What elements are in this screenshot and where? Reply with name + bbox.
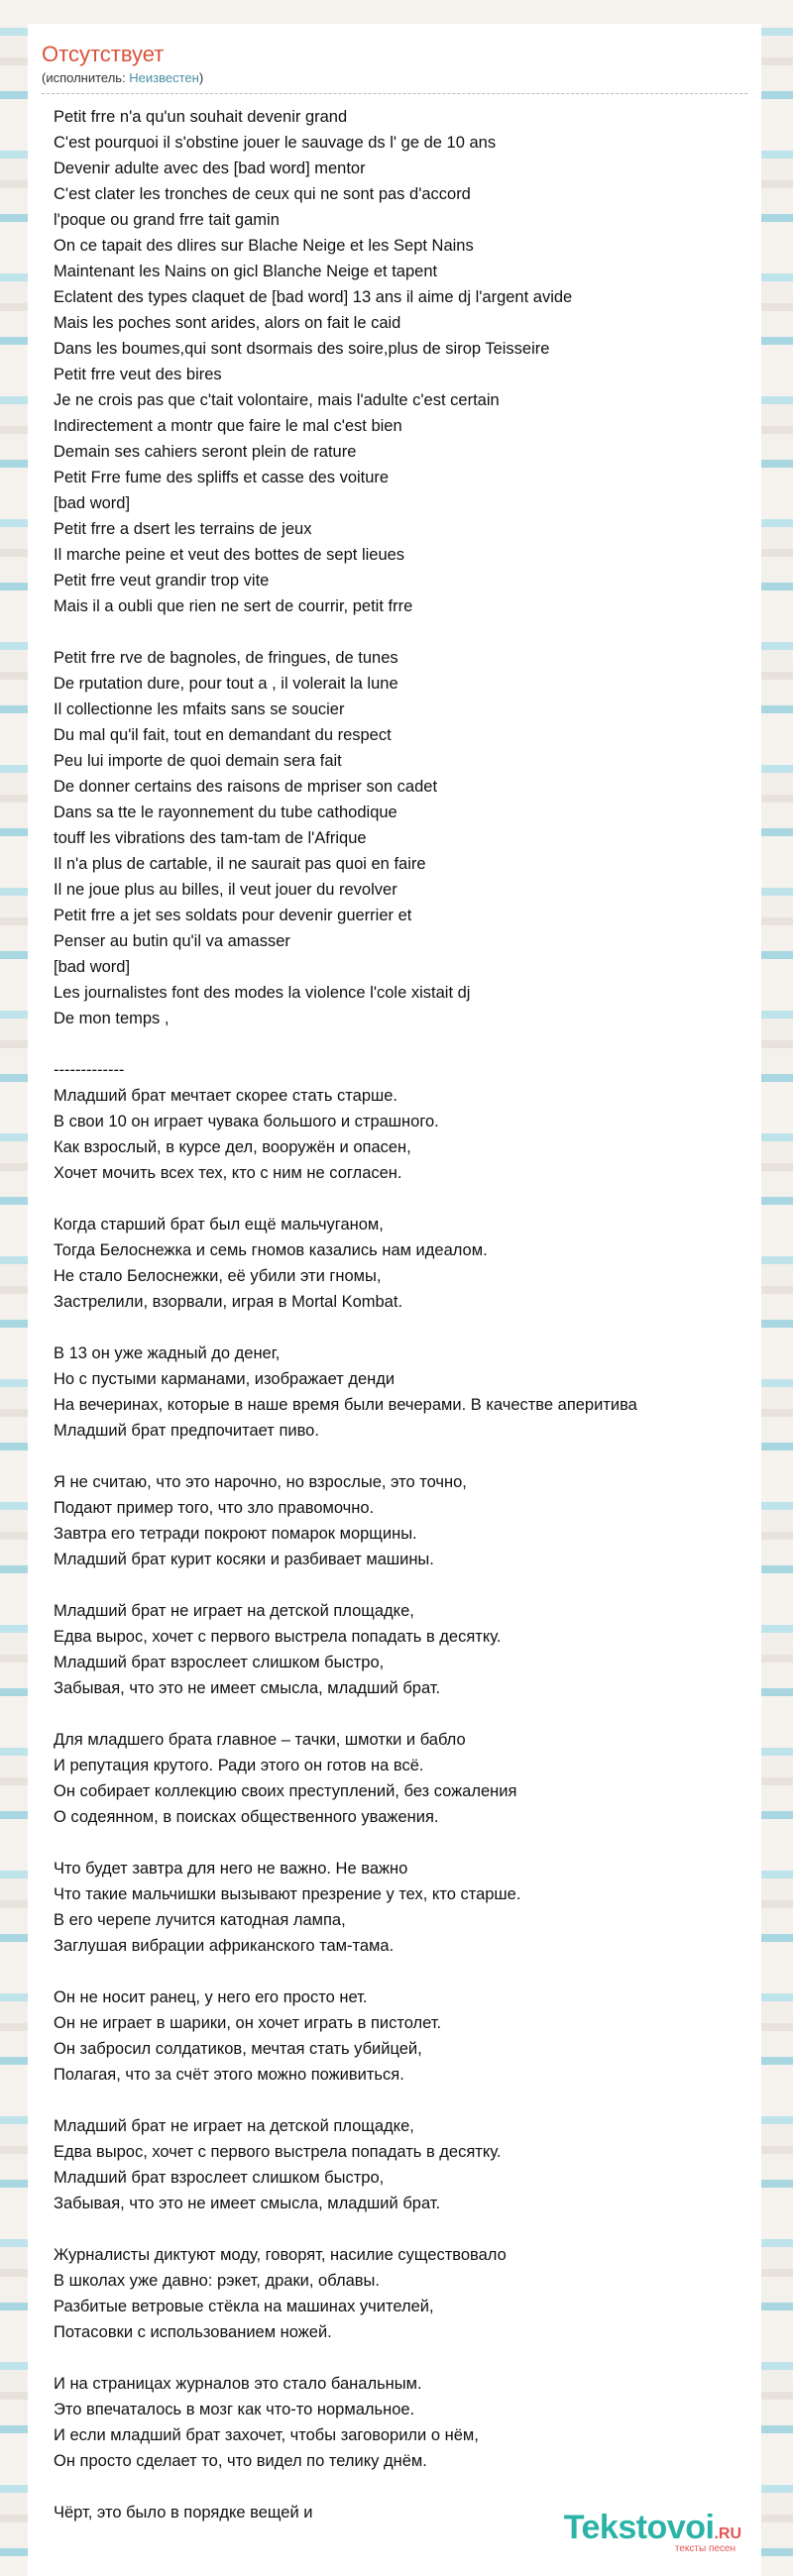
logo-tld: .RU (714, 2525, 741, 2542)
lyric-line: Je ne crois pas que c'tait volontaire, mais l'adulte c'est certain (54, 391, 500, 409)
lyric-line: Младший брат не играет на детской площадке, (54, 1602, 414, 1620)
lyric-line: Dans les boumes,qui sont dsormais des soire,plus de sirop Teisseire (54, 340, 550, 358)
blank-line (54, 1830, 747, 1856)
lyric-line: Младший брат курит косяки и разбивает машины. (54, 1551, 434, 1568)
lyric-line: Что такие мальчишки вызывают презрение у тех, кто старше. (54, 1885, 521, 1903)
header-divider (42, 93, 747, 94)
lyric-line: Когда старший брат был ещё мальчуганом, (54, 1216, 384, 1234)
lyric-line: Для младшего брата главное – тачки, шмотки и бабло (54, 1731, 466, 1749)
blank-line (54, 1959, 747, 1985)
lyric-line: Не стало Белоснежки, её убили эти гномы, (54, 1267, 382, 1285)
lyric-line: Petit frre a dsert les terrains de jeux (54, 520, 312, 538)
lyric-line: Едва вырос, хочет с первого выстрела попадать в десятку. (54, 2143, 502, 2161)
lyric-line: Разбитые ветровые стёкла на машинах учителей, (54, 2298, 434, 2315)
site-logo[interactable] (564, 2509, 741, 2554)
lyric-line: C'est clater les tronches de ceux qui ne sont pas d'accord (54, 185, 471, 203)
lyric-line: И на страницах журналов это стало банальным. (54, 2375, 422, 2393)
song-title: Отсутствует (42, 42, 165, 66)
blank-line (54, 1444, 747, 1469)
lyric-line: На вечеринах, которые в наше время были вечерами. В качестве аперитива (54, 1396, 637, 1414)
lyric-line: Заглушая вибрации африканского там-тама. (54, 1937, 395, 1955)
blank-line (54, 1315, 747, 1341)
lyric-line: De donner certains des raisons de mpriser son cadet (54, 778, 438, 796)
lyric-line: Чёрт, это было в порядке вещей и (54, 2504, 313, 2522)
artist-link[interactable]: Неизвестен (129, 70, 199, 85)
lyric-line: Mais les poches sont arides, alors on fait le caid (54, 314, 401, 332)
lyric-line: l'poque ou grand frre tait gamin (54, 211, 280, 229)
lyric-line: [bad word] (54, 958, 131, 976)
lyric-line: Du mal qu'il fait, tout en demandant du respect (54, 726, 392, 744)
lyric-line: Он собирает коллекцию своих преступлений, без сожаления (54, 1782, 517, 1800)
lyric-line: Это впечаталось в мозг как что-то нормальное. (54, 2401, 415, 2418)
lyric-line: Petit Frre fume des spliffs et casse des voiture (54, 469, 390, 486)
lyric-line: Indirectement a montr que faire le mal c'est bien (54, 417, 402, 435)
blank-line (54, 1031, 747, 1057)
blank-line (54, 2216, 747, 2242)
artist-prefix: (исполнитель: (42, 70, 130, 85)
lyric-line: Dans sa tte le rayonnement du tube cathodique (54, 804, 397, 821)
lyric-line: Il ne joue plus au billes, il veut jouer du revolver (54, 881, 397, 899)
lyric-line: Petit frre veut des bires (54, 366, 222, 383)
lyric-line: Он просто сделает то, что видел по телику днём. (54, 2452, 427, 2470)
lyric-line: Я не считаю, что это нарочно, но взрослые, это точно, (54, 1473, 467, 1491)
blank-line (54, 2474, 747, 2500)
lyric-line: De rputation dure, pour tout a , il volerait la lune (54, 675, 398, 693)
lyric-line: В свои 10 он играет чувака большого и страшного. (54, 1113, 439, 1130)
lyric-line: Но с пустыми карманами, изображает денди (54, 1370, 396, 1388)
lyric-line: Mais il a oubli que rien ne sert de courrir, petit frre (54, 597, 413, 615)
lyric-line: Младший брат взрослеет слишком быстро, (54, 1654, 385, 1671)
lyric-line: Тогда Белоснежка и семь гномов казались нам идеалом. (54, 1241, 488, 1259)
lyric-line: Едва вырос, хочет с первого выстрела попадать в десятку. (54, 1628, 502, 1646)
lyric-line: Хочет мочить всех тех, кто с ним не согласен. (54, 1164, 402, 1182)
lyric-line: Забывая, что это не имеет смысла, младший брат. (54, 2195, 441, 2212)
lyric-line: Младший брат мечтает скорее стать старше. (54, 1087, 397, 1105)
lyric-line: Младший брат предпочитает пиво. (54, 1422, 319, 1440)
lyric-line: Младший брат взрослеет слишком быстро, (54, 2169, 385, 2187)
artist-suffix: ) (198, 70, 204, 85)
lyric-line: О содеянном, в поисках общественного уважения. (54, 1808, 439, 1826)
lyrics-card (28, 24, 761, 2576)
blank-line (54, 2088, 747, 2113)
lyric-line: В школах уже давно: рэкет, драки, облавы. (54, 2272, 380, 2290)
lyric-line: Petit frre a jet ses soldats pour devenir guerrier et (54, 907, 412, 924)
lyric-line: Подают пример того, что зло правомочно. (54, 1499, 375, 1517)
lyric-line: Peu lui importe de quoi demain sera fait (54, 752, 342, 770)
lyric-line: Полагая, что за счёт этого можно поживиться. (54, 2066, 404, 2084)
lyric-line: Il n'a plus de cartable, il ne saurait pas quoi en faire (54, 855, 426, 873)
lyric-line: Petit frre veut grandir trop vite (54, 572, 270, 590)
lyric-line: C'est pourquoi il s'obstine jouer le sauvage ds l' ge de 10 ans (54, 134, 497, 152)
lyric-line: Devenir adulte avec des [bad word] mentor (54, 160, 366, 177)
lyric-line: Eclatent des types claquet de [bad word] 13 ans il aime dj l'argent avide (54, 288, 573, 306)
logo-main-text: Tekstovoi (563, 2509, 715, 2546)
lyric-line: И репутация крутого. Ради этого он готов на всё. (54, 1757, 424, 1774)
lyrics-text (42, 104, 747, 2525)
blank-line (54, 1572, 747, 1598)
lyric-line: Demain ses cahiers seront plein de rature (54, 443, 357, 461)
lyric-line: Завтра его тетради покроют помарок морщины. (54, 1525, 417, 1543)
lyric-line: On ce tapait des dlires sur Blache Neige et les Sept Nains (54, 237, 474, 255)
lyric-line: Он не играет в шарики, он хочет играть в пистолет. (54, 2014, 442, 2032)
lyric-line: Младший брат не играет на детской площадке, (54, 2117, 414, 2135)
lyric-line: Журналисты диктуют моду, говорят, насилие существовало (54, 2246, 507, 2264)
lyric-line: [bad word] (54, 494, 131, 512)
lyric-line: touff les vibrations des tam-tam de l'Afrique (54, 829, 367, 847)
lyric-line: Les journalistes font des modes la violence l'cole xistait dj (54, 984, 471, 1002)
blank-line (54, 1186, 747, 1212)
logo-tagline: тексты песен (674, 2543, 736, 2554)
lyric-line: ------------- (54, 1061, 125, 1079)
lyric-line: Забывая, что это не имеет смысла, младший брат. (54, 1679, 441, 1697)
lyric-line: Il marche peine et veut des bottes de sept lieues (54, 546, 405, 564)
lyric-line: Penser au butin qu'il va amasser (54, 932, 290, 950)
lyric-line: Petit frre rve de bagnoles, de fringues, de tunes (54, 649, 398, 667)
artist-line (42, 69, 747, 87)
lyric-line: Maintenant les Nains on gicl Blanche Neige et tapent (54, 263, 438, 280)
lyric-line: Что будет завтра для него не важно. Не важно (54, 1860, 408, 1878)
lyric-line: И если младший брат захочет, чтобы заговорили о нём, (54, 2426, 479, 2444)
lyric-line: Потасовки с использованием ножей. (54, 2323, 332, 2341)
lyric-line: Il collectionne les mfaits sans se soucier (54, 700, 345, 718)
lyric-line: Он не носит ранец, у него его просто нет. (54, 1988, 368, 2006)
lyric-line: Застрелили, взорвали, играя в Mortal Kombat. (54, 1293, 403, 1311)
lyric-line: Petit frre n'a qu'un souhait devenir grand (54, 108, 348, 126)
lyric-line: Как взрослый, в курсе дел, вооружён и опасен, (54, 1138, 411, 1156)
lyric-line: Он забросил солдатиков, мечтая стать убийцей, (54, 2040, 422, 2058)
blank-line (54, 619, 747, 645)
lyric-line: В 13 он уже жадный до денег, (54, 1344, 281, 1362)
blank-line (54, 1701, 747, 1727)
lyric-line: De mon temps , (54, 1010, 170, 1027)
lyric-line: В его черепе лучится катодная лампа, (54, 1911, 346, 1929)
blank-line (54, 2345, 747, 2371)
